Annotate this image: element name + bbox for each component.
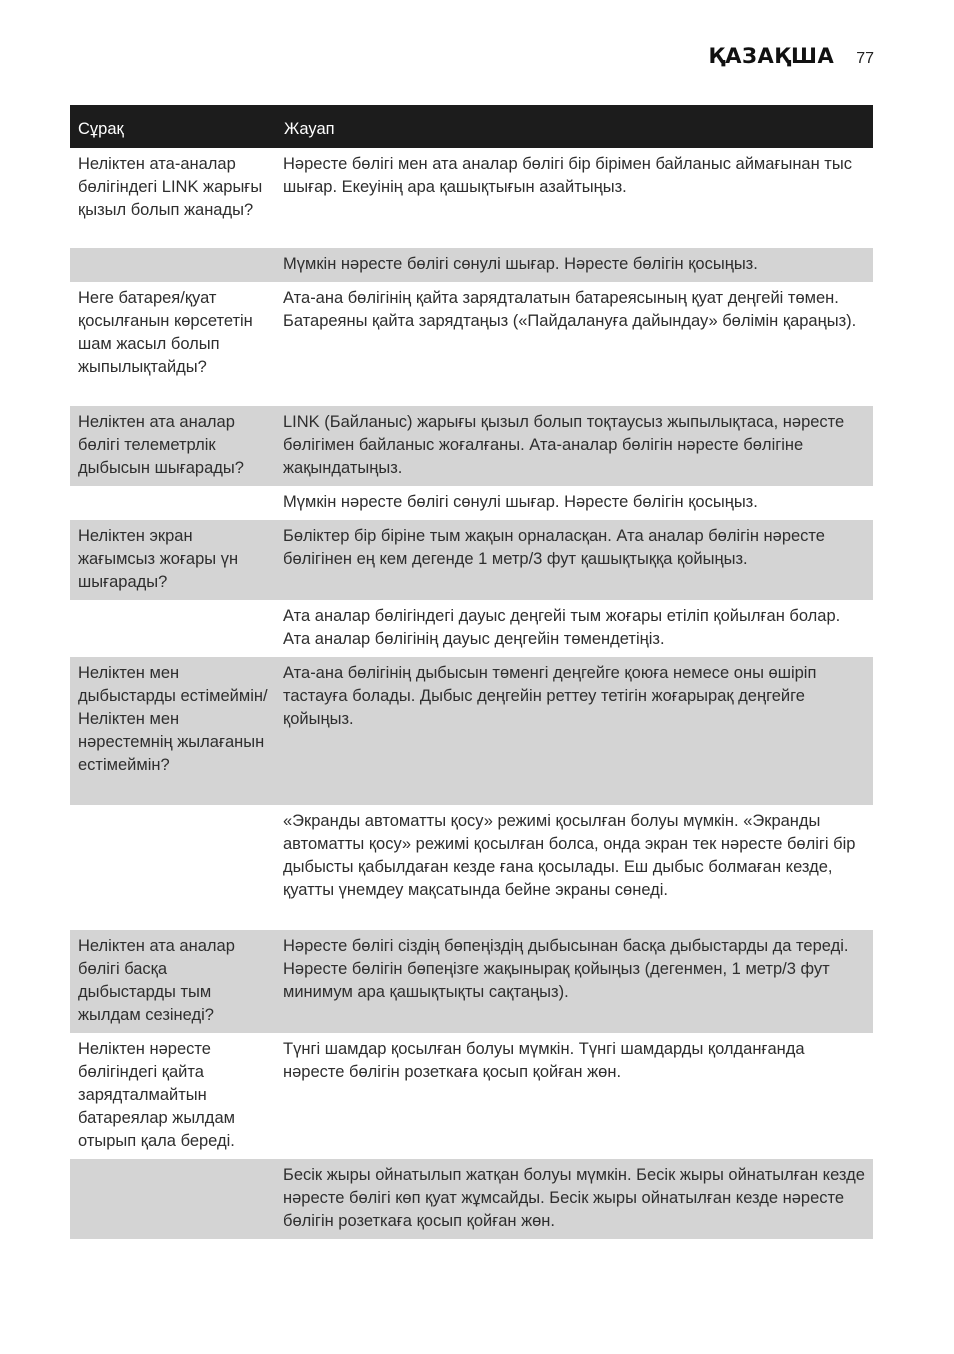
table-row	[70, 600, 873, 657]
page-header	[709, 44, 874, 68]
answer-cell: Бесік жыры ойнатылып жатқан болуы мүмкін. Бесік жыры ойнатылған кезде нәресте бөлігі көп қуат жұмсайды. Бесік жыры ойнатылған кезде нәресте бөлігін розеткаға қосып қойған жөн.	[276, 1159, 873, 1239]
question-cell: Неліктен ата аналар бөлігі телеметрлік дыбысын шығарады?	[70, 406, 276, 486]
table-row	[70, 805, 873, 930]
table-row	[70, 1033, 873, 1159]
question-cell: Неліктен мен дыбыстарды естімеймін/Неліктен мен нәрестемнің жылағанын естімеймін?	[70, 657, 276, 805]
question-cell: Неліктен нәресте бөлігіндегі қайта зарядталмайтын батареялар жылдам отырып қала береді.	[70, 1033, 276, 1159]
table-header-row	[70, 105, 873, 148]
answer-cell: Мүмкін нәресте бөлігі сөнулі шығар. Нәресте бөлігін қосыңыз.	[276, 248, 873, 282]
answer-cell: Түнгі шамдар қосылған болуы мүмкін. Түнгі шамдарды қолданғанда нәресте бөлігін розеткаға қосып қойған жөн.	[276, 1033, 873, 1159]
question-cell: Неге батарея/қуат қосылғанын көрсететін шам жасыл болып жыпылықтайды?	[70, 282, 276, 406]
answer-cell: Нәресте бөлігі сіздің бөпеңіздің дыбысынан басқа дыбыстарды да тереді. Нәресте бөлігін бөпеңізге жақынырақ қойыңыз (дегенмен, 1 метр/3 фут минимум ара қашықтықты сақтаңыз).	[276, 930, 873, 1033]
question-cell: Неліктен ата аналар бөлігі басқа дыбыстарды тым жылдам сезінеді?	[70, 930, 276, 1033]
table-row	[70, 520, 873, 600]
table-row	[70, 657, 873, 805]
question-cell: Неліктен ата-аналар бөлігіндегі LINK жарығы қызыл болып жанады?	[70, 148, 276, 248]
table-row	[70, 406, 873, 486]
table-row	[70, 248, 873, 282]
answer-cell: Ата-ана бөлігінің дыбысын төменгі деңгейге қоюға немесе оны өшіріп тастауға болады. Дыбыс деңгейін реттеу тетігін жоғарырақ деңгейге қойыңыз.	[276, 657, 873, 805]
answer-column-header: Жауап	[276, 105, 873, 148]
table-row	[70, 930, 873, 1033]
answer-cell: Ата-ана бөлігінің қайта зарядталатын батареясының қуат деңгейі төмен. Батареяны қайта зарядтаңыз («Пайдалануға дайындау» бөлімін қараңыз).	[276, 282, 873, 406]
answer-cell: Ата аналар бөлігіндегі дауыс деңгейі тым жоғары етіліп қойылған болар. Ата аналар бөлігінің дауыс деңгейін төмендетіңіз.	[276, 600, 873, 657]
table-row	[70, 486, 873, 520]
answer-cell: Мүмкін нәресте бөлігі сөнулі шығар. Нәресте бөлігін қосыңыз.	[276, 486, 873, 520]
troubleshooting-table	[70, 105, 873, 1239]
question-cell	[70, 600, 276, 657]
table-row	[70, 1159, 873, 1239]
answer-cell: Нәресте бөлігі мен ата аналар бөлігі бір бірімен байланыс аймағынан тыс шығар. Екеуінің ара қашықтығын азайтыңыз.	[276, 148, 873, 248]
table-row	[70, 282, 873, 406]
question-column-header: Сұрақ	[70, 105, 276, 148]
language-title: ҚАЗАҚША	[708, 44, 835, 68]
question-cell	[70, 486, 276, 520]
table-row	[70, 148, 873, 248]
question-cell	[70, 248, 276, 282]
answer-cell: LINK (Байланыс) жарығы қызыл болып тоқтаусыз жыпылықтаса, нәресте бөлігімен байланыс жоғалғаны. Ата-аналар бөлігін нәресте бөлігіне жақындатыңыз.	[276, 406, 873, 486]
answer-cell: «Экранды автоматты қосу» режимі қосылған болуы мүмкін. «Экранды автоматты қосу» режимі қосылған болса, онда экран тек нәресте бөлігі бір дыбысты қабылдаған кезде ғана қосылады. Еш дыбыс болмаған кезде, қуатты үнемдеу мақсатында бейне экраны сөнеді.	[276, 805, 873, 930]
question-cell	[70, 805, 276, 930]
page-number: 77	[856, 50, 874, 67]
answer-cell: Бөліктер бір біріне тым жақын орналасқан. Ата аналар бөлігін нәресте бөлігінен ең кем дегенде 1 метр/3 фут қашықтыққа қойыңыз.	[276, 520, 873, 600]
question-cell: Неліктен экран жағымсыз жоғары үн шығарады?	[70, 520, 276, 600]
question-cell	[70, 1159, 276, 1239]
